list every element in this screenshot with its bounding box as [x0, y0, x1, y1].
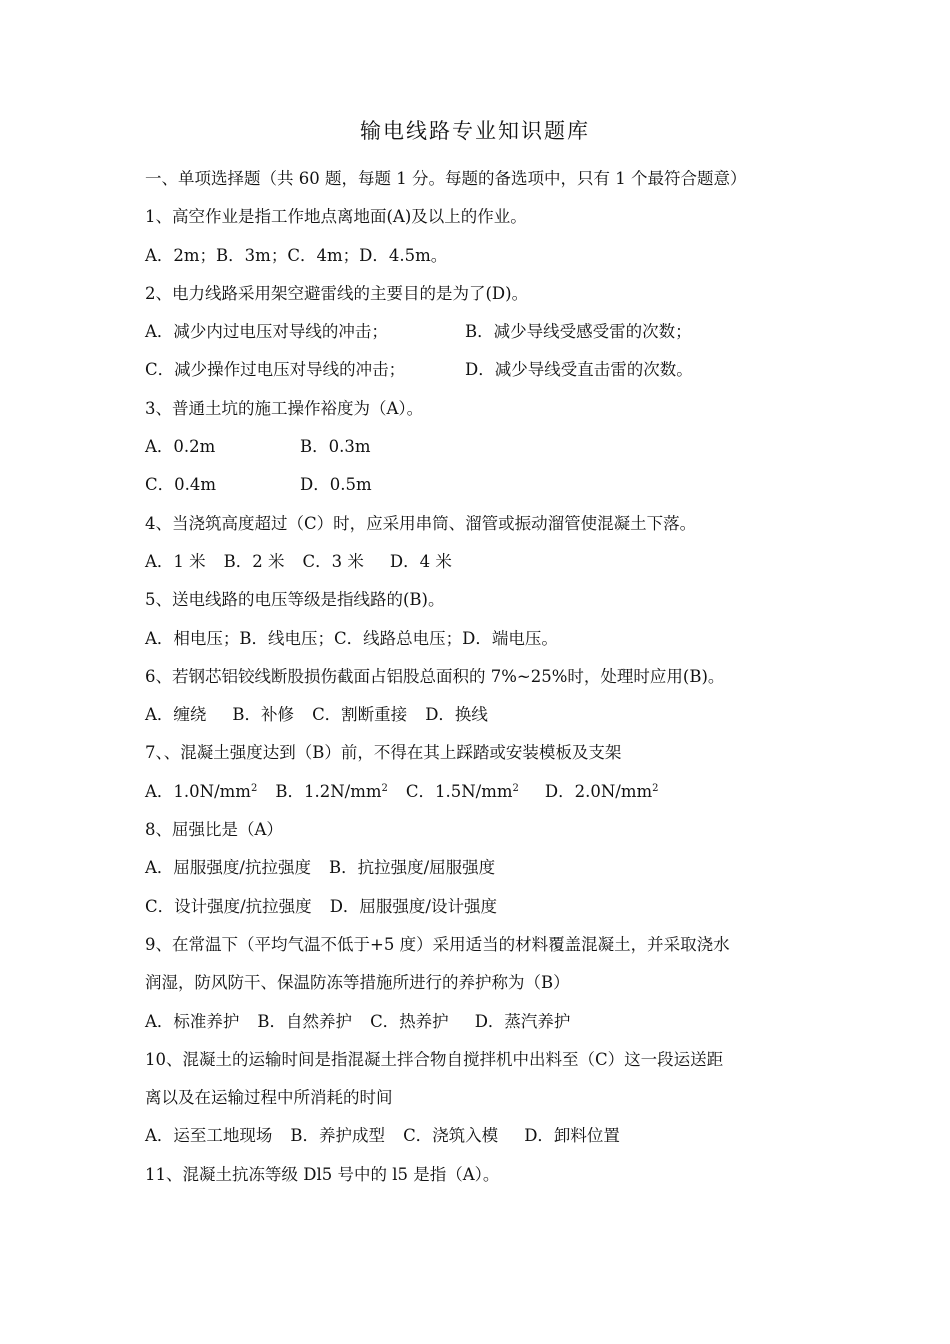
- option-b: B．2 米: [223, 551, 285, 571]
- question-2-options-cd: [145, 351, 825, 389]
- question-5-options: A．相电压；B．线电压；C．线路总电压；D．端电压。: [145, 628, 558, 648]
- option-c: C．减少操作过电压对导线的冲击；: [145, 360, 406, 380]
- question-2-options-ab: [145, 313, 825, 351]
- option-b: B．0.3m: [300, 437, 371, 457]
- question-4-options: [145, 543, 825, 581]
- question-4: 4、当浇筑高度超过（C）时，应采用串筒、溜管或振动溜管使混凝土下落。: [145, 513, 697, 533]
- option-b: B．补修: [232, 705, 295, 725]
- option-b: B．自然养护: [257, 1011, 353, 1031]
- option-b: B．减少导线受感受雷的次数；: [465, 322, 692, 342]
- option-d: D．$2.0N/mm^2$: [544, 781, 659, 801]
- option-c: C．$1.5N/mm^2$: [405, 781, 519, 801]
- question-9-line-2: 润湿，防风防干、保温防冻等措施所进行的养护称为（B）: [145, 973, 570, 993]
- option-c: C．3 米: [302, 551, 364, 571]
- option-a: A．运至工地现场: [145, 1126, 273, 1146]
- option-a: A．$1.0N/mm^2$: [145, 781, 258, 801]
- option-d: D．蒸汽养护: [474, 1011, 571, 1031]
- superscript: 2: [381, 782, 388, 794]
- question-6: 6、若钢芯铝铰线断股损伤截面占铝股总面积的 7%~25%时，处理时应用(B)。: [145, 666, 725, 686]
- question-6-options: [145, 696, 825, 734]
- question-2: 2、电力线路采用架空避雷线的主要目的是为了(D)。: [145, 283, 529, 303]
- question-11: 11、混凝土抗冻等级 Dl5 号中的 l5 是指（A）。: [145, 1164, 500, 1184]
- question-5: 5、送电线路的电压等级是指线路的(B)。: [145, 590, 445, 610]
- question-7: 7、、混凝土强度达到（B）前，不得在其上踩踏或安装模板及支架: [145, 743, 622, 763]
- option-d: D．卸料位置: [524, 1126, 620, 1146]
- option-d: D．换线: [425, 705, 488, 725]
- question-10-line-1: 10、混凝土的运输时间是指混凝土拌合物自搅拌机中出料至（C）这一段运送距: [145, 1049, 724, 1069]
- question-1: 1、高空作业是指工作地点离地面(A)及以上的作业。: [145, 207, 527, 227]
- question-3-options-cd: [145, 466, 825, 504]
- superscript: 2: [652, 782, 659, 794]
- question-9-line-1: 9、在常温下（平均气温不低于+5 度）采用适当的材料覆盖混凝土，并采取浇水: [145, 934, 730, 954]
- superscript: 2: [250, 782, 258, 794]
- question-9-options: [145, 1003, 825, 1041]
- option-b: B．抗拉强度/屈服强度: [328, 858, 496, 878]
- option-a: A．屈服强度/抗拉强度: [145, 858, 311, 878]
- option-a: A．减少内过电压对导线的冲击；: [145, 322, 388, 342]
- question-list: [145, 160, 825, 1194]
- option-b: B．$1.2N/mm^2$: [275, 781, 388, 801]
- option-a: A．1 米: [145, 551, 206, 571]
- question-10-line-2: 离以及在运输过程中所消耗的时间: [145, 1088, 393, 1108]
- question-8-options-ab: [145, 849, 825, 887]
- page-title: 输电线路专业知识题库: [360, 119, 590, 143]
- option-d: D．减少导线受直击雷的次数。: [465, 360, 693, 380]
- option-c: C．设计强度/抗拉强度: [145, 896, 312, 916]
- option-d: D．屈服强度/设计强度: [329, 896, 497, 916]
- question-8: 8、屈强比是（A）: [145, 820, 283, 840]
- option-c: C．0.4m: [145, 475, 217, 495]
- option-d: D．4 米: [389, 551, 452, 571]
- question-1-options: A．2m；B．3m；C．4m；D．4.5m。: [145, 245, 448, 265]
- option-a: A．缠绕: [145, 705, 207, 725]
- option-b: B．养护成型: [290, 1126, 386, 1146]
- option-c: C．割断重接: [312, 705, 408, 725]
- option-a: A．标准养护: [145, 1011, 240, 1031]
- question-3: 3、普通土坑的施工操作裕度为（A）。: [145, 398, 424, 418]
- option-a: A．0.2m: [145, 437, 216, 457]
- section-heading: 一、单项选择题（共 60 题，每题 1 分。每题的备选项中，只有 1 个最符合题意）: [145, 169, 747, 188]
- question-8-options-cd: [145, 888, 825, 926]
- option-c: C．热养护: [370, 1011, 449, 1031]
- question-3-options-ab: [145, 428, 825, 466]
- superscript: 2: [512, 782, 519, 794]
- question-7-options: [145, 773, 825, 811]
- option-c: C．浇筑入模: [403, 1126, 499, 1146]
- question-10-options: [145, 1117, 825, 1155]
- option-d: D．0.5m: [300, 475, 372, 495]
